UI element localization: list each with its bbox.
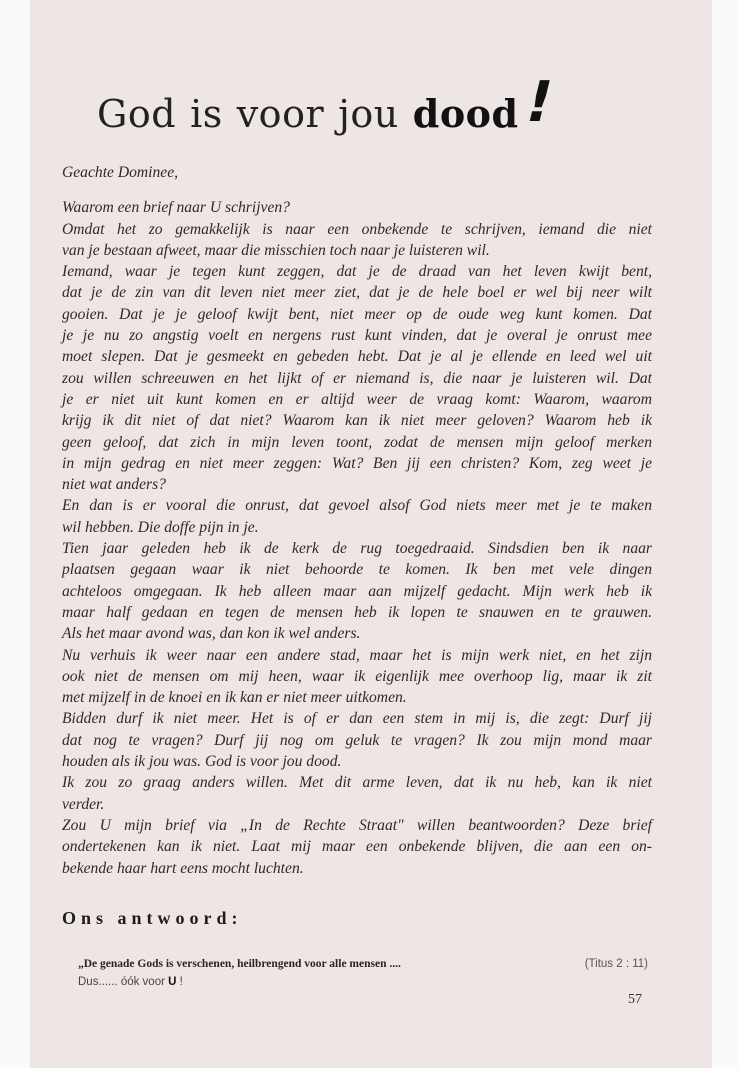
letter-line: Nu verhuis ik weer naar een andere stad, maar het is mijn werk niet, en het zijn — [62, 646, 652, 664]
letter-line: verder. — [62, 795, 105, 813]
letter-line: wil hebben. Die doffe pijn in je. — [62, 518, 259, 536]
letter-line: houden als ik jou was. God is voor jou dood. — [62, 753, 342, 771]
bible-quote — [78, 958, 648, 970]
letter-line: zou willen schreeuwen en het lijkt of er niemand is, die naar je luisteren wil. Dat — [62, 369, 652, 387]
letter-line: krijg ik dit niet of dat niet? Waarom kan ik niet meer geloven? Waarom heb ik — [62, 412, 652, 430]
letter-line: moet slepen. Dat je gesmeekt en gebeden hebt. Dat je al je ellende en leed wel uit — [62, 348, 652, 366]
letter-line: plaatsen gegaan waar ik niet behoorde te komen. Ik ben met vele dingen — [62, 561, 652, 579]
letter-line: bekende haar hart eens mocht luchten. — [62, 859, 304, 877]
page-number: 57 — [628, 992, 642, 1007]
letter-line: met mijzelf in de knoei en ik kan er niet meer uitkomen. — [62, 689, 407, 707]
letter-body — [62, 162, 652, 879]
letter-line: niet wat anders? — [62, 476, 166, 494]
letter-line: dat je de zin van dit leven niet meer ziet, dat je de hele boel er wel bij neer wilt — [62, 284, 652, 302]
letter-line: gooien. Dat je je geloof kwijt bent, niet meer op de oude weg kunt komen. Dat — [62, 305, 652, 323]
closing-bold: U — [168, 976, 177, 988]
closing-prefix: Dus...... óók voor — [78, 976, 169, 988]
letter-line: Tien jaar geleden heb ik de kerk de rug toegedraaid. Sindsdien ben ik naar — [62, 540, 652, 558]
answer-heading: Ons antwoord: — [62, 908, 243, 928]
letter-line: ook niet de mensen om mij heen, waar ik eigenlijk mee overhoop lig, maar ik zit — [62, 667, 652, 685]
quote-text: „De genade Gods is verschenen, heilbrengend voor alle mensen .... — [78, 958, 401, 970]
letter-line: Bidden durf ik niet meer. Het is of er dan een stem in mij is, die zegt: Durf jij — [62, 710, 652, 728]
title-word: jou — [338, 92, 399, 136]
letter-line: Als het maar avond was, dan kon ik wel anders. — [62, 625, 361, 643]
letter-line: Waarom een brief naar U schrijven? — [62, 199, 290, 217]
letter-lines — [62, 197, 652, 879]
closing-line — [78, 976, 183, 988]
letter-line: En dan is er vooral die onrust, dat gevoel alsof God niets meer met je te maken — [62, 497, 652, 515]
letter-line: je er niet uit kunt komen en er altijd weer de vraag komt: Waarom, waarom — [62, 390, 652, 408]
letter-line: van je bestaan afweet, maar die misschien toch naar je luisteren wil. — [62, 241, 490, 259]
letter-line: achteloos omgegaan. Ik heb alleen maar aan mijzelf gedacht. Mijn werk heb ik — [62, 582, 652, 600]
letter-line: Omdat het zo gemakkelijk is naar een onbekende te schrijven, iemand die niet — [62, 220, 652, 238]
letter-line: dat nog te vragen? Durf jij nog om geluk te vragen? Ik zou mijn mond maar — [62, 731, 652, 749]
closing-suffix: ! — [176, 976, 183, 988]
title-exclamation: ! — [517, 70, 561, 135]
letter-line: geen geloof, dat zich in mijn leven toont, zodat de mensen mijn geloof merken — [62, 433, 652, 451]
letter-line: je je nu zo angstig voelt en nergens rust kunt vinden, dat je overal je onrust mee — [62, 327, 652, 345]
title-bold-word: dood — [412, 91, 519, 136]
title-word: is — [190, 92, 223, 136]
letter-line: Ik zou zo graag anders willen. Met dit arme leven, dat ik nu heb, kan ik niet — [62, 774, 652, 792]
title-word: God — [97, 92, 177, 136]
letter-line: Zou U mijn brief via „In de Rechte Straat" willen beantwoorden? Deze brief — [62, 816, 652, 834]
letter-salutation: Geachte Dominee, — [62, 164, 179, 181]
title-word: voor — [236, 92, 325, 136]
page-title — [97, 70, 561, 141]
letter-line: in mijn gedrag en niet meer zeggen: Wat? Ben jij een christen? Kom, zeg weet je — [62, 454, 652, 472]
letter-line: Iemand, waar je tegen kunt zeggen, dat je de draad van het leven kwijt bent, — [62, 263, 652, 281]
letter-line: maar half gedaan en tegen de mensen heb ik lopen te snauwen en te grauwen. — [62, 603, 652, 621]
letter-line: ondertekenen kan ik niet. Laat mij maar een onbekende blijven, die aan een on- — [62, 838, 652, 856]
quote-reference: (Titus 2 : 11) — [584, 958, 648, 970]
